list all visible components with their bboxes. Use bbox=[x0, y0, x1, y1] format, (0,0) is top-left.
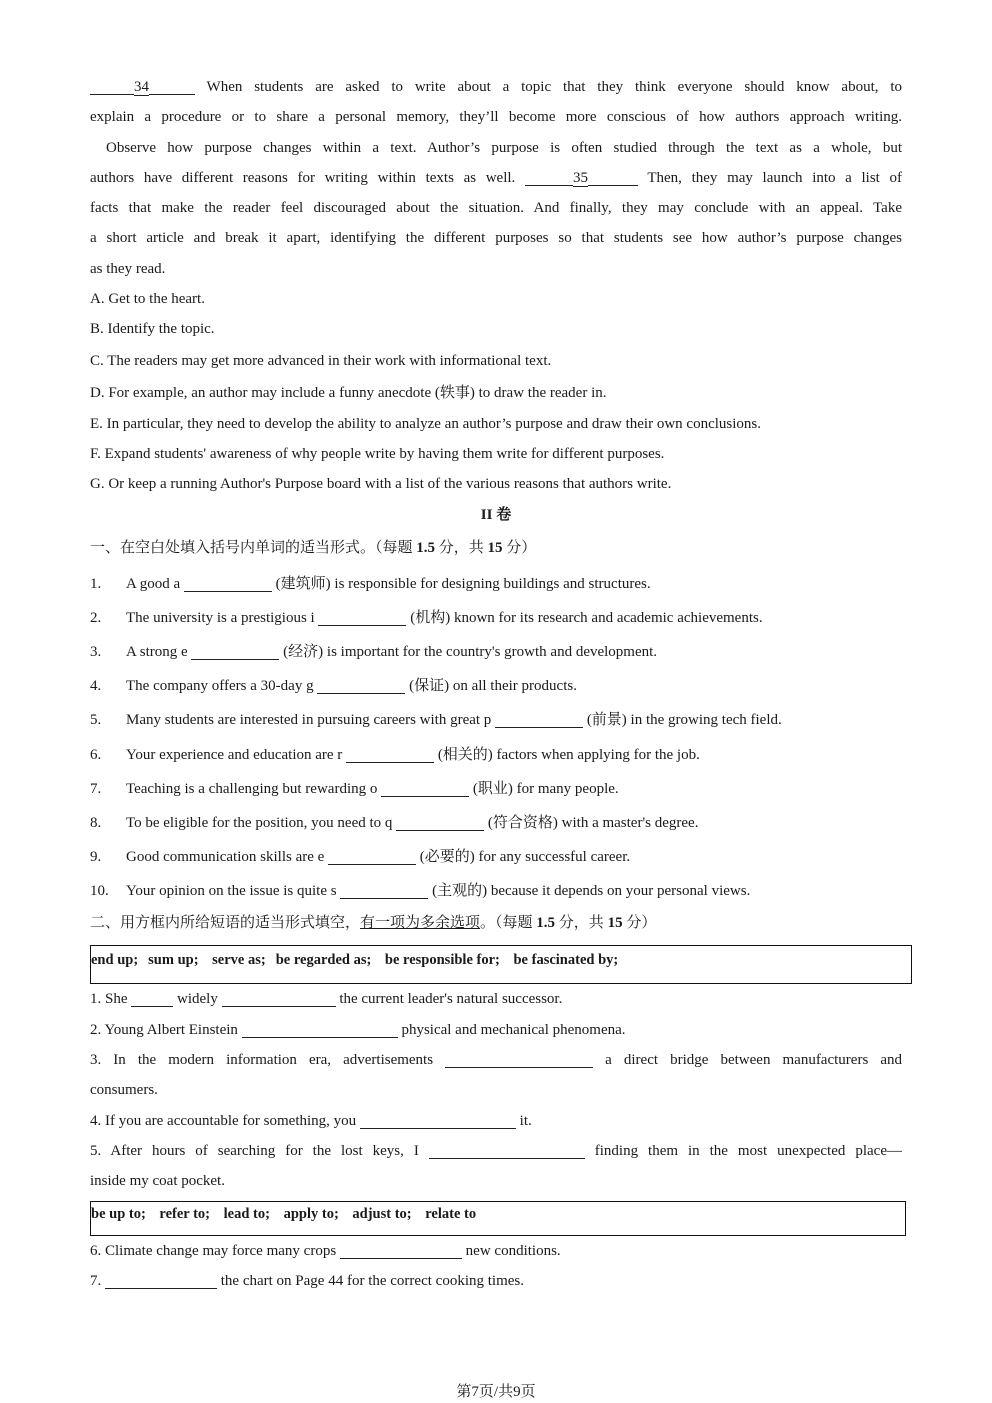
vocab-item-7 bbox=[90, 772, 902, 806]
passage-line-1 bbox=[90, 72, 902, 102]
item-number: 5. bbox=[90, 712, 102, 729]
passage-line-5: facts that make the reader feel discouraged about the situation. And finally, they may conclude with an appeal. Take bbox=[90, 200, 902, 217]
passage-line-7: as they read. bbox=[90, 260, 166, 277]
phrase-item-3 bbox=[90, 1045, 902, 1075]
item-text: 4. If you are accountable for something, you bbox=[90, 1112, 360, 1129]
phrase: adjust to; bbox=[348, 1205, 412, 1222]
phrase-item-1 bbox=[90, 984, 902, 1014]
heading-text: 二、用方框内所给短语的适当形式填空， bbox=[90, 915, 361, 932]
item-text: (符合资格) with a master's degree. bbox=[484, 814, 699, 831]
answer-blank[interactable] bbox=[105, 1271, 217, 1289]
answer-blank[interactable] bbox=[242, 1020, 398, 1038]
item-text: Your opinion on the issue is quite s bbox=[126, 883, 341, 900]
answer-blank[interactable] bbox=[191, 642, 279, 660]
heading-score: 1.5 bbox=[416, 539, 436, 556]
answer-blank[interactable] bbox=[360, 1111, 516, 1129]
passage-line-3: Observe how purpose changes within a text. Author’s purpose is often studied through the text as a whole, but bbox=[106, 139, 902, 156]
answer-blank[interactable] bbox=[340, 881, 428, 899]
option-d: D. For example, an author may include a funny anecdote (轶事) to draw the reader in. bbox=[90, 384, 607, 401]
item-text: it. bbox=[515, 1112, 532, 1129]
phrase-item-5 bbox=[90, 1136, 902, 1166]
phrase-item-6 bbox=[90, 1236, 902, 1266]
heading-text: 分，共 bbox=[435, 539, 488, 556]
passage-line-4 bbox=[90, 163, 902, 193]
item-text: (职业) for many people. bbox=[469, 780, 619, 797]
item-text: 7. bbox=[90, 1272, 105, 1289]
heading-underlined: 有一项为多余选项 bbox=[360, 915, 481, 932]
phrase-item-7 bbox=[90, 1266, 902, 1296]
blank-number-34: 34 bbox=[134, 79, 149, 95]
phrase: be responsible for; bbox=[381, 952, 500, 969]
item-text: The company offers a 30-day g bbox=[126, 678, 318, 695]
heading-score: 1.5 bbox=[536, 915, 556, 932]
item-text: Good communication skills are e bbox=[126, 849, 329, 866]
item-text: A strong e bbox=[126, 643, 192, 660]
vocab-item-10 bbox=[90, 874, 902, 908]
answer-blank-34-left[interactable] bbox=[90, 77, 134, 95]
part1-heading bbox=[90, 533, 902, 567]
answer-blank[interactable] bbox=[396, 813, 484, 831]
heading-total: 15 bbox=[487, 539, 503, 556]
passage-text: Then, they may launch into a list of bbox=[637, 169, 902, 186]
phrase: apply to; bbox=[279, 1205, 339, 1222]
item-text: (建筑师) is responsible for designing buildings and structures. bbox=[271, 575, 651, 592]
answer-blank[interactable] bbox=[381, 779, 469, 797]
answer-blank-35-right[interactable] bbox=[588, 168, 638, 186]
vocab-item-8 bbox=[90, 806, 902, 840]
passage-line-6: a short article and break it apart, identifying the different purposes so that students see how author’s purpose changes bbox=[90, 230, 902, 247]
exam-page bbox=[90, 72, 902, 1296]
vocab-item-5 bbox=[90, 703, 902, 737]
item-text: Teaching is a challenging but rewarding o bbox=[126, 780, 382, 797]
heading-total: 15 bbox=[607, 915, 623, 932]
phrase-box-2 bbox=[90, 1201, 906, 1236]
item-number: 2. bbox=[90, 609, 102, 626]
item-text: (保证) on all their products. bbox=[405, 678, 577, 695]
phrase: serve as; bbox=[208, 952, 266, 969]
item-text: The university is a prestigious i bbox=[126, 609, 319, 626]
item-number: 8. bbox=[90, 814, 102, 831]
item-text: Many students are interested in pursuing careers with great p bbox=[126, 712, 496, 729]
phrase: end up; bbox=[91, 952, 139, 969]
heading-text: 分） bbox=[502, 539, 537, 556]
blank-number-35: 35 bbox=[572, 169, 588, 186]
item-text: a direct bridge between manufacturers and bbox=[593, 1052, 902, 1069]
vocab-item-4 bbox=[90, 669, 902, 703]
section-title: II 卷 bbox=[480, 506, 512, 523]
item-number: 1. bbox=[90, 575, 102, 592]
heading-text: 一、在空白处填入括号内单词的适当形式。（每题 bbox=[90, 539, 417, 556]
passage-text: authors have different reasons for writing within texts as well. bbox=[90, 169, 525, 186]
item-text: (相关的) factors when applying for the job. bbox=[434, 746, 700, 763]
answer-blank[interactable] bbox=[184, 574, 272, 592]
answer-blank[interactable] bbox=[222, 989, 336, 1007]
part2-heading bbox=[90, 908, 902, 942]
heading-text: 分，共 bbox=[555, 915, 608, 932]
option-a: A. Get to the heart. bbox=[90, 291, 205, 308]
phrase: be fascinated by; bbox=[509, 952, 619, 969]
item-text: 5. After hours of searching for the lost keys, I bbox=[90, 1142, 429, 1159]
vocab-item-2 bbox=[90, 601, 902, 635]
item-text: finding them in the most unexpected place— bbox=[584, 1142, 902, 1159]
item-text: (前景) in the growing tech field. bbox=[583, 712, 782, 729]
answer-blank[interactable] bbox=[340, 1241, 462, 1259]
heading-text: 分） bbox=[622, 915, 657, 932]
phrase: be up to; bbox=[91, 1205, 146, 1222]
option-g: G. Or keep a running Author's Purpose board with a list of the various reasons that authors write. bbox=[90, 476, 672, 493]
option-b: B. Identify the topic. bbox=[90, 321, 215, 338]
item-number: 4. bbox=[90, 678, 102, 695]
item-text: A good a bbox=[126, 575, 184, 592]
answer-blank[interactable] bbox=[131, 989, 173, 1007]
item-text: 2. Young Albert Einstein bbox=[90, 1021, 242, 1038]
answer-blank[interactable] bbox=[495, 710, 583, 728]
item-text: (机构) known for its research and academic achievements. bbox=[406, 609, 763, 626]
answer-blank[interactable] bbox=[445, 1050, 593, 1068]
vocab-item-6 bbox=[90, 738, 902, 772]
phrase-item-4 bbox=[90, 1106, 902, 1136]
item-number: 3. bbox=[90, 643, 102, 660]
answer-blank[interactable] bbox=[318, 608, 406, 626]
phrase-box-1 bbox=[90, 945, 912, 984]
item-text: Your experience and education are r bbox=[126, 746, 347, 763]
vocab-item-3 bbox=[90, 635, 902, 669]
answer-blank-34-right[interactable] bbox=[149, 77, 195, 95]
item-text: the current leader's natural successor. bbox=[335, 991, 563, 1008]
item-number: 7. bbox=[90, 780, 102, 797]
item-text: physical and mechanical phenomena. bbox=[397, 1021, 626, 1038]
item-text: the chart on Page 44 for the correct cooking times. bbox=[217, 1272, 524, 1289]
phrase-item-5-cont: inside my coat pocket. bbox=[90, 1173, 225, 1190]
heading-text: 。（每题 bbox=[480, 915, 537, 932]
item-text: 3. In the modern information era, advertisements bbox=[90, 1052, 446, 1069]
vocab-item-9 bbox=[90, 840, 902, 874]
item-text: (主观的) because it depends on your personal views. bbox=[428, 883, 751, 900]
option-f: F. Expand students' awareness of why people write by having them write for different purposes. bbox=[90, 445, 665, 462]
page-number: 第7页/共9页 bbox=[456, 1384, 536, 1400]
passage-line-2: explain a procedure or to share a personal memory, they’ll become more conscious of how authors approach writing. bbox=[90, 109, 902, 126]
passage-text: When students are asked to write about a topic that they think everyone should know about, to bbox=[195, 79, 902, 95]
phrase: sum up; bbox=[148, 952, 199, 969]
item-text: new conditions. bbox=[461, 1242, 561, 1259]
phrase-item-3-cont: consumers. bbox=[90, 1082, 158, 1099]
item-text: (必要的) for any successful career. bbox=[416, 849, 631, 866]
phrase: relate to bbox=[421, 1205, 477, 1222]
vocab-item-1 bbox=[90, 567, 902, 601]
answer-blank[interactable] bbox=[328, 847, 416, 865]
answer-blank-35-left[interactable] bbox=[525, 168, 573, 186]
item-text: To be eligible for the position, you need to q bbox=[126, 814, 397, 831]
phrase-item-2 bbox=[90, 1015, 902, 1045]
item-number: 6. bbox=[90, 746, 102, 763]
item-text: 1. She bbox=[90, 991, 132, 1008]
item-text: (经济) is important for the country's growth and development. bbox=[279, 643, 658, 660]
phrase: be regarded as; bbox=[275, 952, 372, 969]
answer-blank[interactable] bbox=[346, 745, 434, 763]
answer-blank[interactable] bbox=[429, 1141, 585, 1159]
option-c: C. The readers may get more advanced in their work with informational text. bbox=[90, 352, 552, 369]
answer-blank[interactable] bbox=[317, 676, 405, 694]
option-e: E. In particular, they need to develop the ability to analyze an author’s purpose and draw their own conclusions. bbox=[90, 415, 762, 432]
item-number: 9. bbox=[90, 849, 102, 866]
phrase: lead to; bbox=[220, 1205, 270, 1222]
item-text: widely bbox=[173, 991, 222, 1008]
phrase: refer to; bbox=[155, 1205, 211, 1222]
item-number: 10. bbox=[90, 883, 109, 900]
item-text: 6. Climate change may force many crops bbox=[90, 1242, 340, 1259]
